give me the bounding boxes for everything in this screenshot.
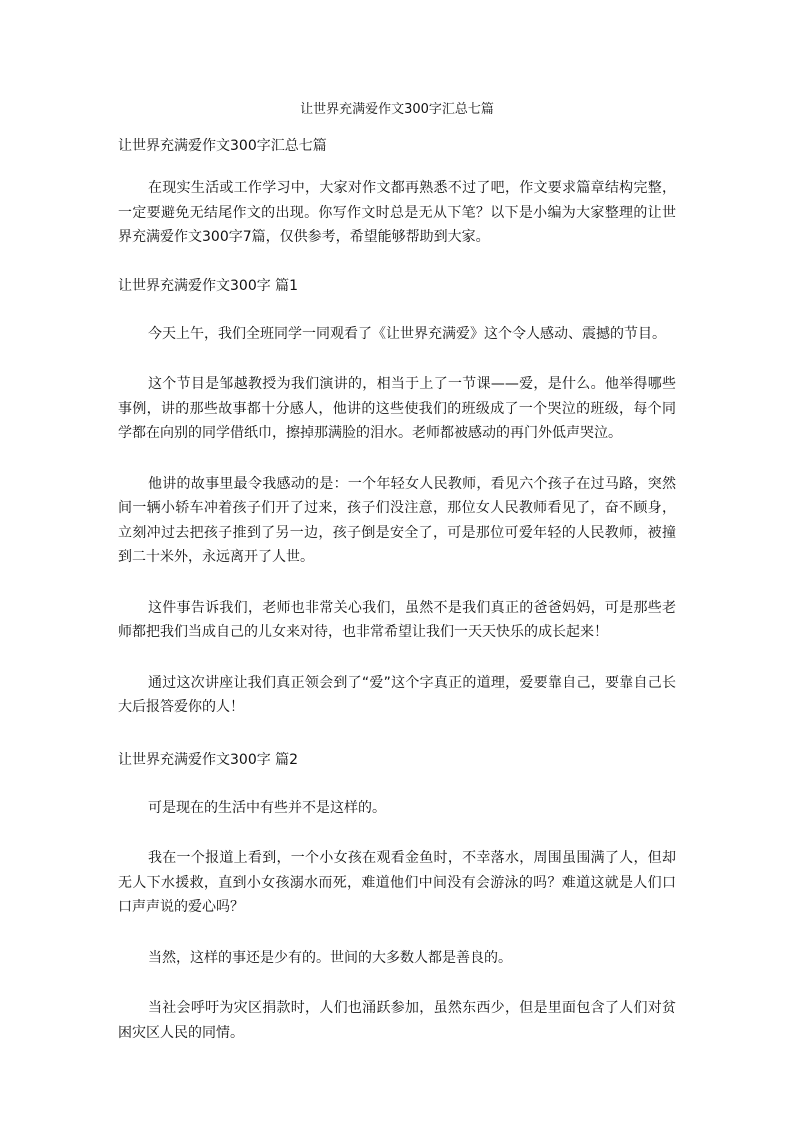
paragraph-spacer bbox=[118, 570, 676, 596]
section2-paragraph-1: 可是现在的生活中有些并不是这样的。 bbox=[148, 799, 386, 816]
section-spacer bbox=[118, 250, 676, 276]
section-spacer bbox=[118, 296, 676, 322]
section2-paragraph-3: 当然，这样的事还是少有的。世间的大多数人都是善良的。 bbox=[148, 949, 512, 966]
section1-paragraph-1: 今天上午，我们全班同学一同观看了《让世界充满爱》这个令人感动、震撼的节目。 bbox=[148, 325, 666, 342]
document-body bbox=[118, 136, 676, 1045]
section-heading-1: 让世界充满爱作文300字 篇1 bbox=[118, 277, 299, 294]
document-subtitle: 让世界充满爱作文300字汇总七篇 bbox=[118, 138, 327, 154]
paragraph-spacer bbox=[118, 820, 676, 846]
section-spacer bbox=[118, 770, 676, 796]
section1-paragraph-2: 这个节目是邹越教授为我们演讲的，相当于上了一节课——爱，是什么。他举得哪些事例，讲的那些故事都十分感人，他讲的这些使我们的班级成了一个哭泣的班级，每个同学都在向别的同学借纸巾，擦掉那满脸的泪水。老师都被感动的再门外低声哭泣。 bbox=[118, 376, 676, 441]
section-heading-2: 让世界充满爱作文300字 篇2 bbox=[118, 751, 299, 768]
paragraph-spacer bbox=[118, 446, 676, 472]
paragraph-spacer bbox=[118, 346, 676, 372]
section-spacer bbox=[118, 720, 676, 750]
section1-paragraph-4: 这件事告诉我们，老师也非常关心我们，虽然不是我们真正的爸爸妈妈，可是那些老师都把我们当成自己的儿女来对待，也非常希望让我们一天天快乐的成长起来！ bbox=[118, 599, 676, 640]
section2-paragraph-4: 当社会呼吁为灾区捐款时，人们也涌跃参加，虽然东西少，但是里面包含了人们对贫困灾区人民的同情。 bbox=[118, 1000, 676, 1041]
paragraph-spacer bbox=[118, 920, 676, 946]
document-title: 让世界充满爱作文300字汇总七篇 bbox=[300, 102, 494, 117]
section1-paragraph-5: 通过这次讲座让我们真正领会到了“爱”这个字真正的道理，爱要靠自己，要靠自己长大后报答爱你的人！ bbox=[118, 674, 676, 715]
paragraph-spacer bbox=[118, 970, 676, 996]
section2-paragraph-2: 我在一个报道上看到，一个小女孩在观看金鱼时，不幸落水，周围虽围满了人，但却无人下水援救，直到小女孩溺水而死，难道他们中间没有会游泳的吗？难道这就是人们口口声声说的爱心吗？ bbox=[118, 850, 676, 915]
section1-paragraph-3: 他讲的故事里最令我感动的是：一个年轻女人民教师，看见六个孩子在过马路，突然间一辆小轿车冲着孩子们开了过来，孩子们没注意，那位女人民教师看见了，奋不顾身，立刻冲过去把孩子推到了另一边，孩子倒是安全了，可是那位可爱年轻的人民教师，被撞到二十米外，永远离开了人世。 bbox=[118, 475, 676, 565]
section-spacer bbox=[118, 156, 676, 176]
paragraph-spacer bbox=[118, 645, 676, 671]
intro-paragraph: 在现实生活或工作学习中，大家对作文都再熟悉不过了吧，作文要求篇章结构完整，一定要避免无结尾作文的出现。你写作文时总是无从下笔？以下是小编为大家整理的让世界充满爱作文300字7篇，仅供参考，希望能够帮助到大家。 bbox=[118, 180, 676, 245]
